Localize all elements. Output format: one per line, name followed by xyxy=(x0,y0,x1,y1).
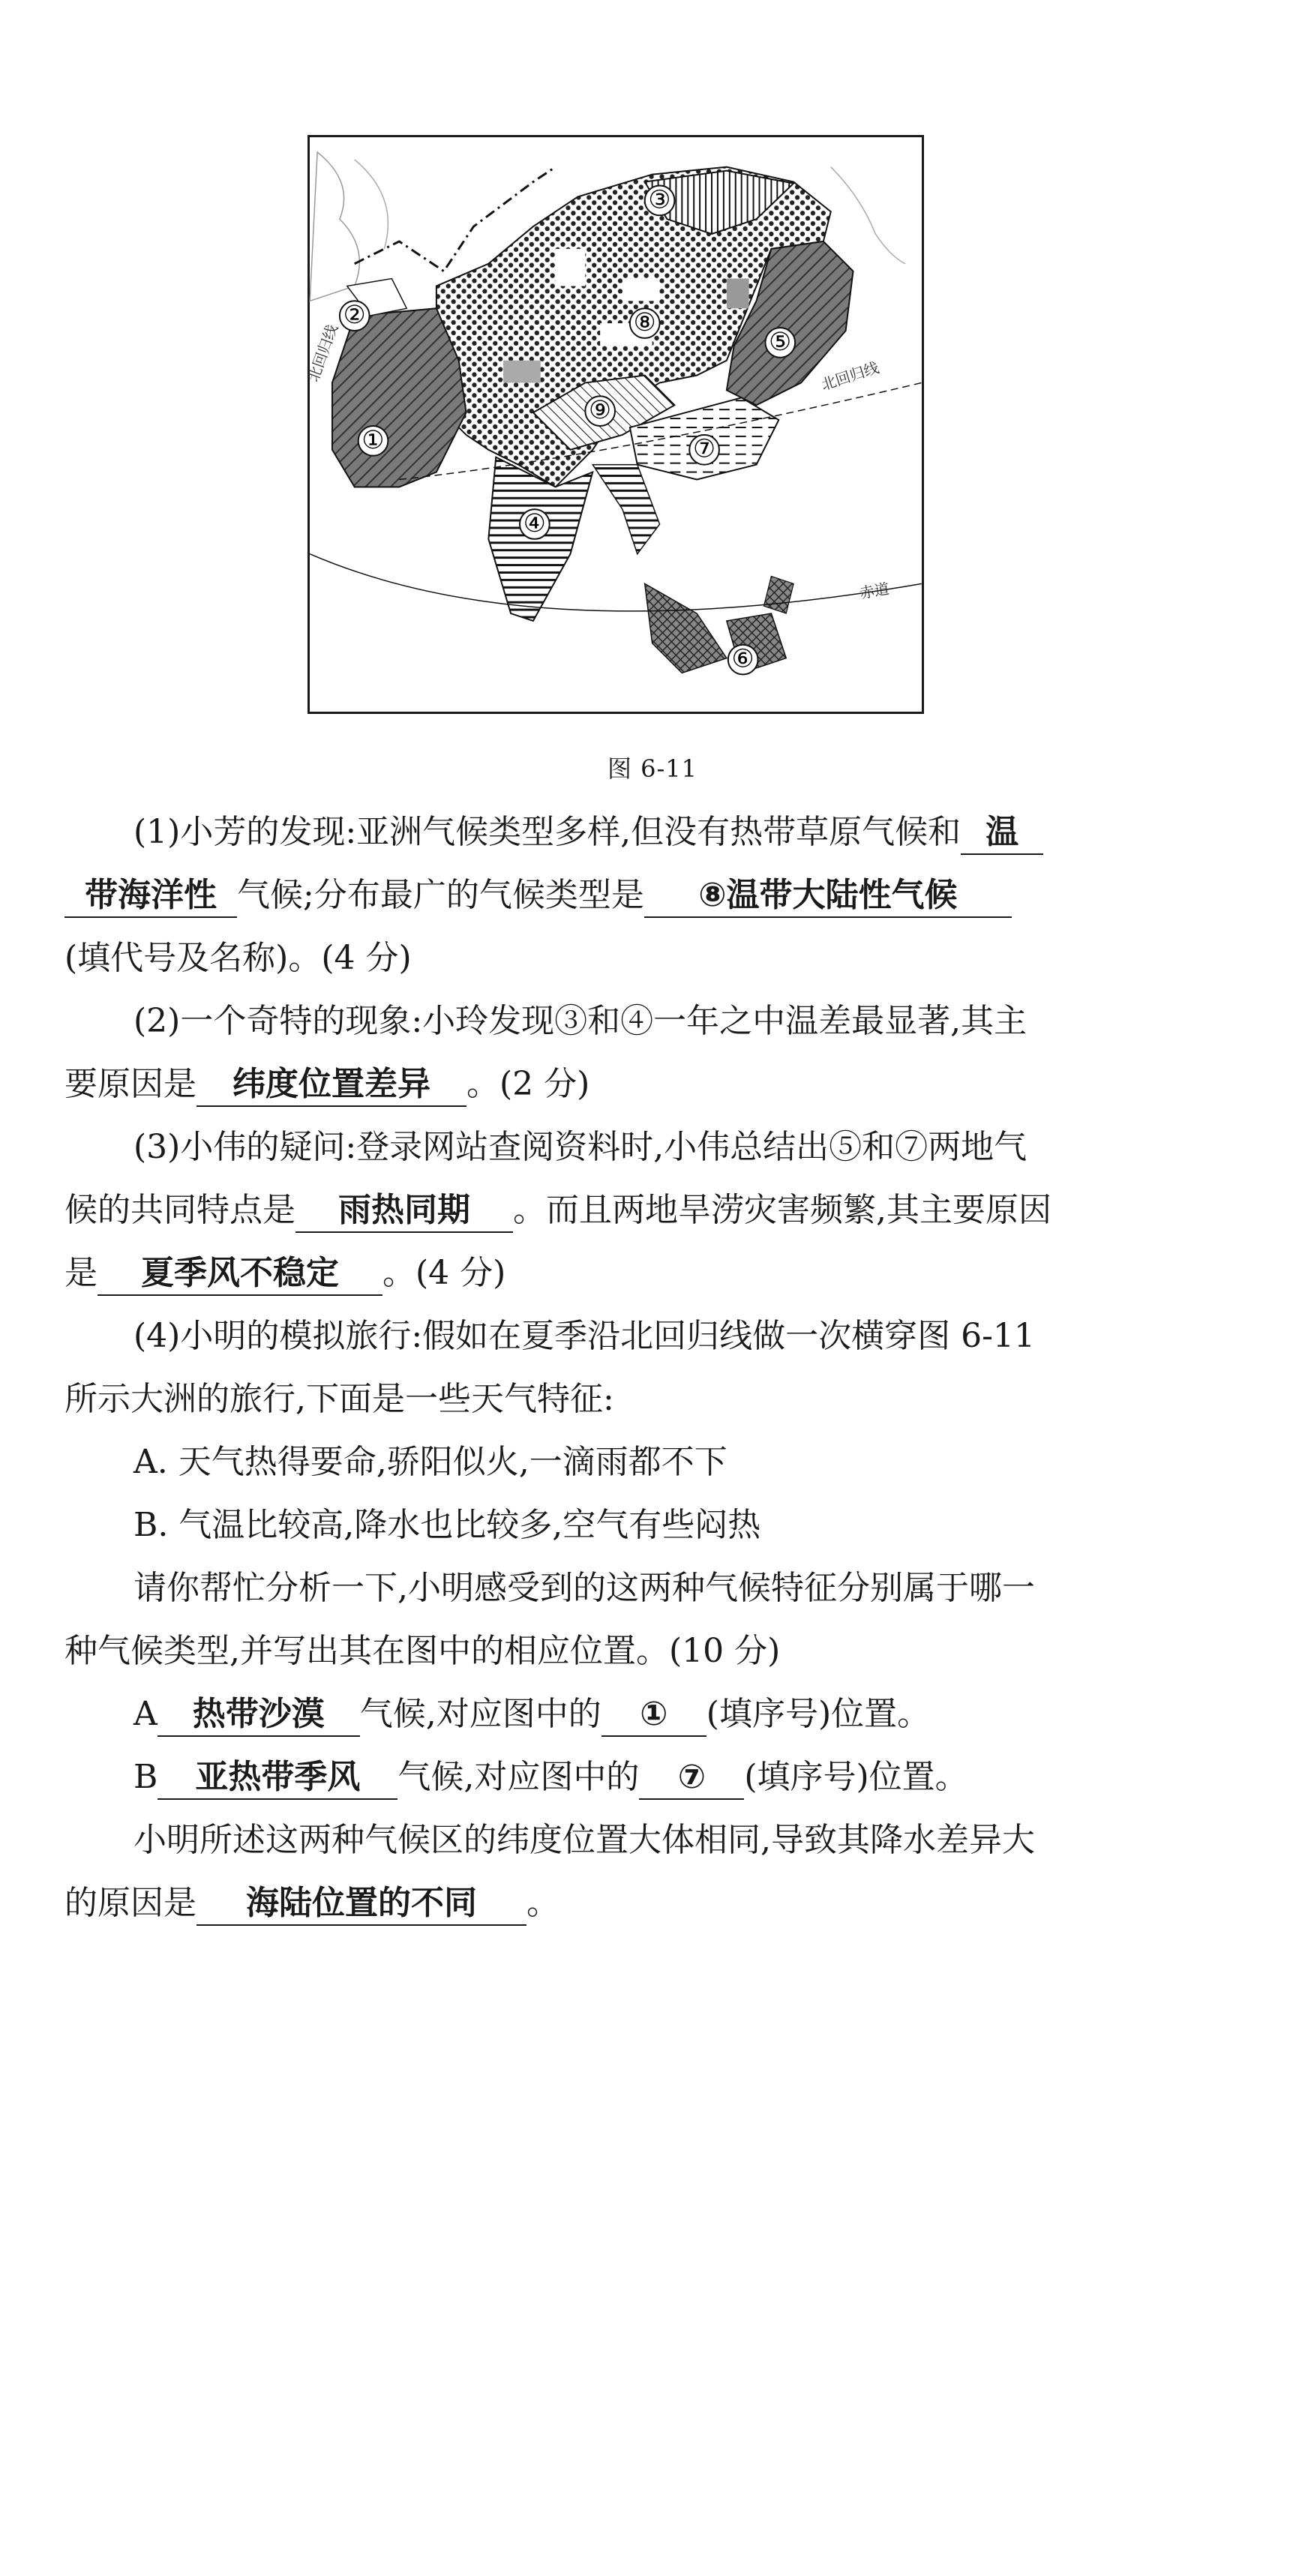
q4-answer-reason: 海陆位置的不同 xyxy=(196,1882,526,1926)
svg-text:⑤: ⑤ xyxy=(769,326,792,356)
q1-answer-b: ⑧温带大陆性气候 xyxy=(644,874,1012,918)
svg-text:④: ④ xyxy=(523,508,546,538)
svg-text:⑥: ⑥ xyxy=(731,643,754,673)
left-line-label: 北回归线 xyxy=(304,322,341,385)
q4-answer-b-position: ⑦ xyxy=(639,1756,744,1800)
region-4-area xyxy=(488,457,592,621)
q2-answer: 纬度位置差异 xyxy=(196,1063,466,1107)
tropic-cancer-label: 北回归线 xyxy=(819,358,881,394)
q3-line3: 是 夏季风不稳定 。(4 分) xyxy=(64,1242,1171,1305)
q1-line3: (填代号及名称)。(4 分) xyxy=(64,939,412,977)
q1-line2: 带海洋性 气候;分布最广的气候类型是 ⑧温带大陆性气候 xyxy=(64,864,1171,927)
svg-text:⑧: ⑧ xyxy=(633,307,656,337)
label-4 xyxy=(520,508,550,539)
q4-answer-b-climate: 亚热带季风 xyxy=(158,1756,398,1800)
region-6-area xyxy=(645,583,727,673)
q4-option-b: B. 气温比较高,降水也比较多,空气有些闷热 xyxy=(134,1506,761,1544)
q2-line1: (2)一个奇特的现象:小玲发现③和④一年之中温差最显著,其主 xyxy=(134,1002,1028,1040)
q4-answer-a-climate: 热带沙漠 xyxy=(158,1693,360,1737)
climate-map xyxy=(304,135,924,714)
svg-text:②: ② xyxy=(343,300,366,330)
q1-answer-a2: 带海洋性 xyxy=(64,874,237,918)
label-8 xyxy=(630,307,660,338)
label-9 xyxy=(585,395,615,426)
label-1 xyxy=(358,425,388,456)
svg-text:⑦: ⑦ xyxy=(692,433,716,463)
q4-line1: (4)小明的模拟旅行:假如在夏季沿北回归线做一次横穿图 6-11 xyxy=(134,1317,1035,1355)
figure-caption: 图 6-11 xyxy=(607,754,698,783)
q1-answer-a1: 温 xyxy=(961,811,1043,855)
region-1-area xyxy=(332,308,466,487)
label-2 xyxy=(340,300,370,331)
q4-answer-line-a: A 热带沙漠 气候,对应图中的 ① (填序号)位置。 xyxy=(64,1683,1240,1746)
svg-text:③: ③ xyxy=(648,184,671,214)
label-7 xyxy=(689,434,719,465)
svg-text:①: ① xyxy=(362,424,385,454)
q1-line1: (1)小芳的发现:亚洲气候类型多样,但没有热带草原气候和 温 xyxy=(64,801,1240,864)
q4-line5: 小明所述这两种气候区的纬度位置大体相同,导致其降水差异大 xyxy=(134,1821,1035,1859)
equator-label: 赤道 xyxy=(858,580,891,603)
label-6 xyxy=(728,643,758,674)
q4-line4: 种气候类型,并写出其在图中的相应位置。(10 分) xyxy=(64,1632,781,1670)
q3-line1: (3)小伟的疑问:登录网站查阅资料时,小伟总结出⑤和⑦两地气 xyxy=(134,1128,1028,1166)
q4-answer-a-position: ① xyxy=(602,1693,706,1737)
svg-text:⑨: ⑨ xyxy=(589,395,612,425)
label-5 xyxy=(765,327,795,358)
q2-line2: 要原因是 纬度位置差异 。(2 分) xyxy=(64,1053,1171,1116)
q4-line6: 的原因是 海陆位置的不同 。 xyxy=(64,1872,1171,1935)
q4-answer-line-b: B 亚热带季风 气候,对应图中的 ⑦ (填序号)位置。 xyxy=(64,1746,1240,1809)
q3-answer-b: 夏季风不稳定 xyxy=(98,1252,382,1296)
q4-line2: 所示大洲的旅行,下面是一些天气特征: xyxy=(64,1380,614,1418)
label-3 xyxy=(645,184,675,215)
q4-line3: 请你帮忙分析一下,小明感受到的这两种气候特征分别属于哪一 xyxy=(134,1569,1035,1607)
q3-line2: 候的共同特点是 雨热同期 。而且两地旱涝灾害频繁,其主要原因 xyxy=(64,1179,1171,1242)
q4-option-a: A. 天气热得要命,骄阳似火,一滴雨都不下 xyxy=(134,1443,728,1481)
climate-map-svg xyxy=(304,137,922,712)
q3-answer-a: 雨热同期 xyxy=(296,1189,513,1233)
